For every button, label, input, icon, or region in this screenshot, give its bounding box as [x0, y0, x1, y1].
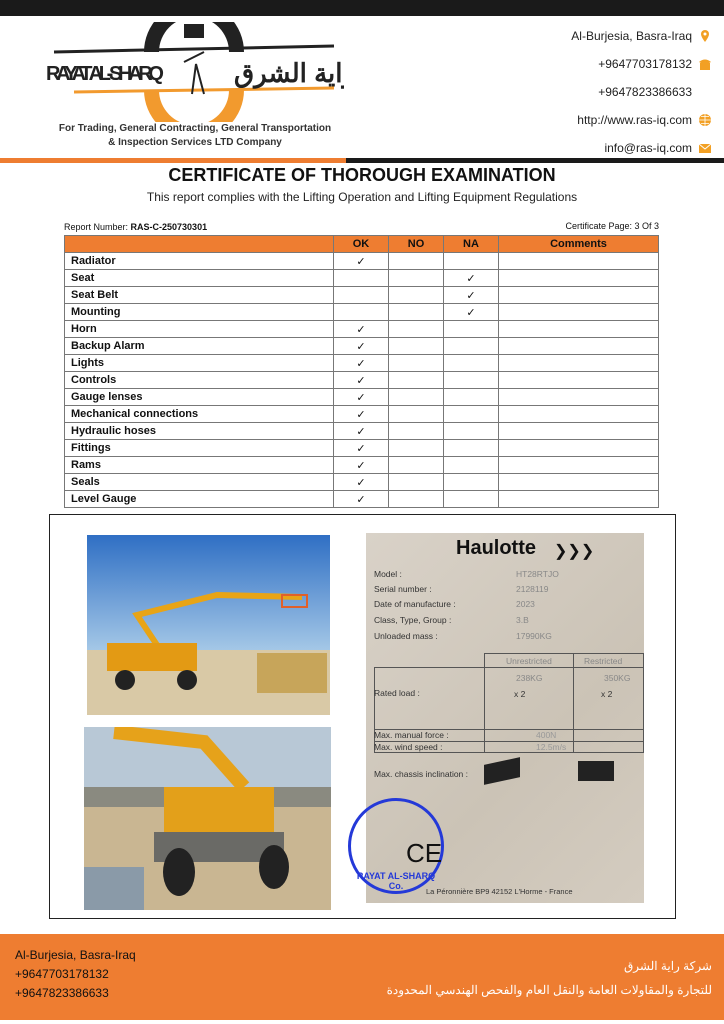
table-row [65, 253, 659, 270]
svg-text:راية الشرق: راية الشرق [234, 58, 344, 88]
cell-na: ✓ [444, 304, 499, 321]
cell-no [389, 355, 444, 372]
phone-icon [698, 57, 712, 71]
cell-comments [499, 406, 659, 423]
cell-na [444, 491, 499, 508]
column-header: NA [444, 236, 499, 253]
cell-item: Lights [65, 355, 334, 372]
cell-comments [499, 355, 659, 372]
cell-comments [499, 321, 659, 338]
cell-no [389, 372, 444, 389]
cell-item: Mounting [65, 304, 334, 321]
contact-email: info@ras-iq.com [571, 134, 712, 162]
mail-icon [698, 141, 712, 155]
cell-ok [334, 304, 389, 321]
globe-icon [698, 113, 712, 127]
cell-item: Backup Alarm [65, 338, 334, 355]
equipment-data-plate: Haulotte ❯❯❯ Model : HT28RTJO Serial number : 2128119 Date of manufacture : 2023 Class, Type, Group : 3.B Unloaded mass : 17990KG Unrestricted Restricted Rated load : 238KG 350KG x 2 x 2 Max. manual force : 400N Max. wind speed : 12.5m/s Max. chassis inclination : La Péronnière BP9 42152 L'Horme - France RAYAT AL-SHARQ Co. CE [366, 533, 644, 903]
cell-item: Rams [65, 457, 334, 474]
cell-item: Fittings [65, 440, 334, 457]
cell-na [444, 457, 499, 474]
cell-item: Horn [65, 321, 334, 338]
table-row [65, 406, 659, 423]
svg-text:RAYAT AL-SHARQ: RAYAT AL-SHARQ [46, 63, 164, 85]
chevron-logo-icon: ❯❯❯ [554, 543, 595, 560]
cell-ok: ✓ [334, 423, 389, 440]
contact-website: http://www.ras-iq.com [571, 106, 712, 134]
column-header: OK [334, 236, 389, 253]
cell-ok [334, 287, 389, 304]
chassis-incline-icon [484, 757, 520, 785]
cell-no [389, 321, 444, 338]
cell-no [389, 270, 444, 287]
table-row [65, 338, 659, 355]
cell-no [389, 457, 444, 474]
cell-item: Gauge lenses [65, 389, 334, 406]
cell-comments [499, 474, 659, 491]
table-row [65, 457, 659, 474]
cell-no [389, 287, 444, 304]
table-row [65, 372, 659, 389]
cell-comments [499, 372, 659, 389]
ce-mark-icon: CE [406, 838, 443, 868]
cell-no [389, 406, 444, 423]
table-row [65, 287, 659, 304]
cell-item: Controls [65, 372, 334, 389]
cell-na [444, 406, 499, 423]
cell-no [389, 474, 444, 491]
cell-comments [499, 440, 659, 457]
cell-no [389, 491, 444, 508]
cell-na: ✓ [444, 270, 499, 287]
cell-ok: ✓ [334, 372, 389, 389]
table-row [65, 423, 659, 440]
column-header: NO [389, 236, 444, 253]
page-subtitle: This report complies with the Lifting Operation and Lifting Equipment Regulations [146, 190, 578, 204]
table-row [65, 304, 659, 321]
certificate-page: Certificate Page: 3 Of 3 [565, 221, 659, 231]
cell-no [389, 338, 444, 355]
cell-comments [499, 287, 659, 304]
chassis-incline-icon [578, 761, 614, 781]
cell-ok: ✓ [334, 474, 389, 491]
column-header: Comments [499, 236, 659, 253]
cell-no [389, 389, 444, 406]
cell-comments [499, 457, 659, 474]
plate-brand: Haulotte [456, 537, 536, 559]
top-bar [0, 0, 724, 16]
location-pin-icon [698, 29, 712, 43]
company-logo [44, 22, 344, 122]
cell-no [389, 253, 444, 270]
contact-phone2: +9647823386633 [598, 85, 692, 99]
table-row [65, 389, 659, 406]
cell-item: Level Gauge [65, 491, 334, 508]
cell-comments [499, 304, 659, 321]
cell-no [389, 304, 444, 321]
cell-item: Hydraulic hoses [65, 423, 334, 440]
company-tagline: For Trading, General Contracting, General Transportation & Inspection Services LTD Company [58, 123, 332, 148]
divider-black [346, 158, 724, 163]
table-row [65, 440, 659, 457]
cell-no [389, 440, 444, 457]
cell-item: Radiator [65, 253, 334, 270]
cell-na [444, 389, 499, 406]
column-header [65, 236, 334, 253]
cell-ok [334, 270, 389, 287]
divider-orange [0, 158, 346, 163]
cell-na [444, 474, 499, 491]
cell-comments [499, 491, 659, 508]
cell-ok: ✓ [334, 406, 389, 423]
footer: Al-Burjesia, Basra-Iraq +9647703178132 +9647823386633 شركة راية الشرق للتجارة والمقاولات العامة والنقل العام والفحص الهندسي المحدودة [0, 934, 724, 1020]
cell-na [444, 355, 499, 372]
header-contacts [571, 22, 712, 162]
cell-comments [499, 253, 659, 270]
cell-na [444, 253, 499, 270]
cell-comments [499, 389, 659, 406]
cell-ok: ✓ [334, 321, 389, 338]
table-row [65, 491, 659, 508]
contact-phone1: +9647703178132 [571, 50, 712, 78]
table-row [65, 321, 659, 338]
cell-item: Seat Belt [65, 287, 334, 304]
cell-comments [499, 423, 659, 440]
machine-photo-side [87, 535, 330, 715]
cell-no [389, 423, 444, 440]
table-row [65, 474, 659, 491]
page-title: CERTIFICATE OF THOROUGH EXAMINATION [168, 165, 556, 185]
cell-item: Mechanical connections [65, 406, 334, 423]
cell-na [444, 423, 499, 440]
contact-address: Al-Burjesia, Basra-Iraq [571, 22, 712, 50]
cell-na [444, 321, 499, 338]
cell-comments [499, 338, 659, 355]
company-stamp: RAYAT AL-SHARQ Co. [348, 798, 444, 894]
cell-na: ✓ [444, 287, 499, 304]
cell-ok: ✓ [334, 253, 389, 270]
table-row [65, 270, 659, 287]
table-row [65, 355, 659, 372]
machine-photo-front [84, 727, 331, 910]
report-number: Report Number: RAS-C-250730301 [64, 222, 208, 232]
cell-ok: ✓ [334, 389, 389, 406]
cell-item: Seat [65, 270, 334, 287]
cell-na [444, 440, 499, 457]
cell-ok: ✓ [334, 338, 389, 355]
cell-ok: ✓ [334, 491, 389, 508]
cell-ok: ✓ [334, 457, 389, 474]
cell-na [444, 372, 499, 389]
cell-ok: ✓ [334, 440, 389, 457]
inspection-table [64, 235, 659, 508]
cell-item: Seals [65, 474, 334, 491]
cell-ok: ✓ [334, 355, 389, 372]
cell-na [444, 338, 499, 355]
cell-comments [499, 270, 659, 287]
